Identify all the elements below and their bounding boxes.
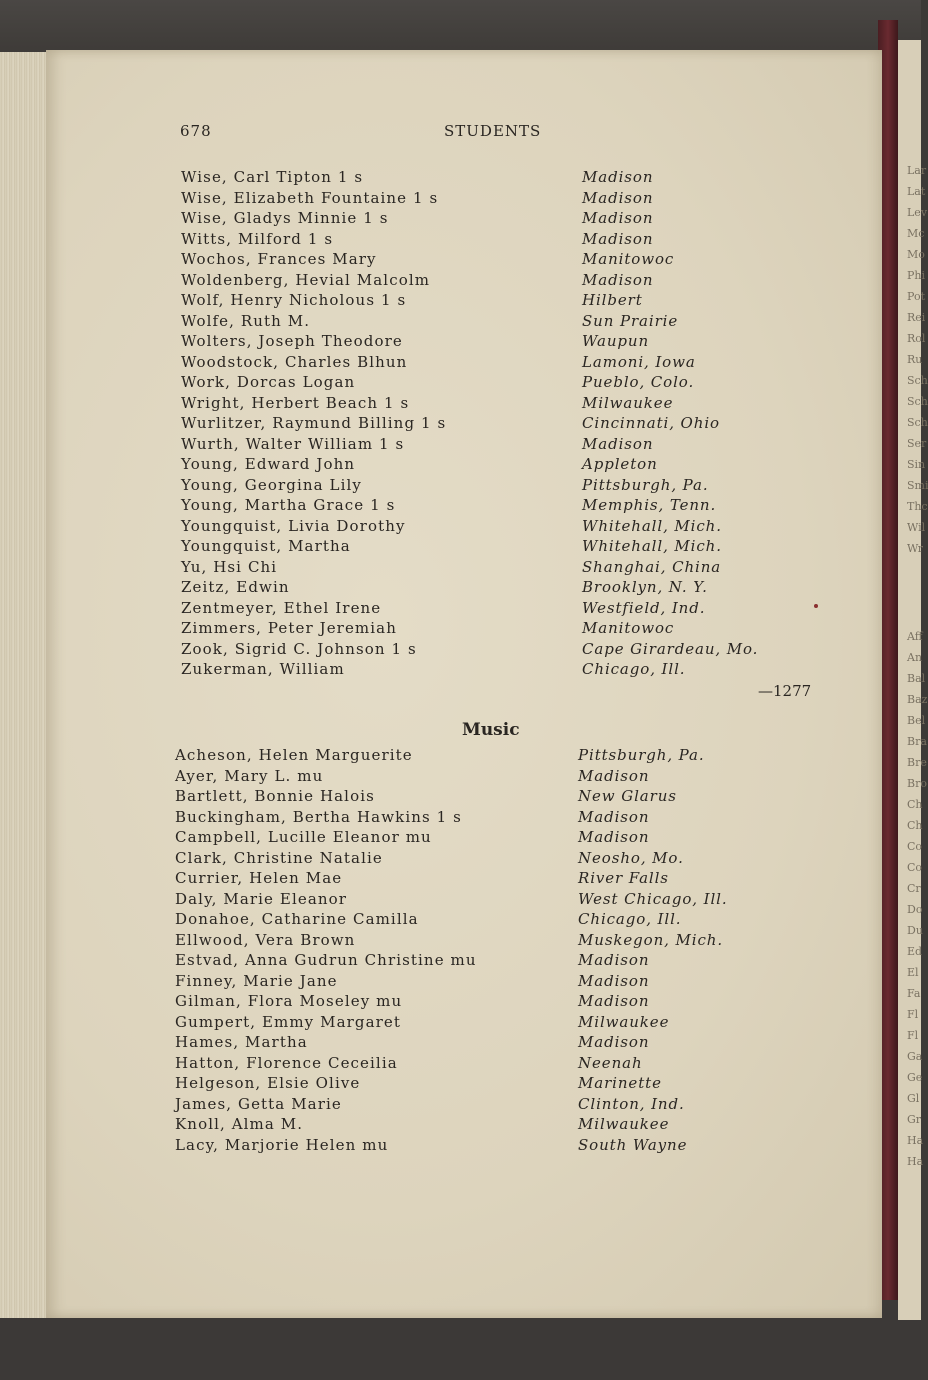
student-name: Hames, Martha (175, 1033, 308, 1051)
next-page-fragment: Baz (907, 693, 928, 706)
next-page-fragment: Bre (907, 756, 927, 769)
next-page-fragment: Fa (907, 987, 921, 1000)
next-page-fragment: Wil (907, 521, 926, 534)
next-page-fragment: Co (907, 840, 923, 853)
next-page-fragment: Ch (907, 819, 923, 832)
student-hometown: Whitehall, Mich. (582, 537, 722, 555)
next-page-fragment: Mo (907, 248, 925, 261)
next-page-fragment: Do (907, 903, 923, 916)
student-hometown: Pittsburgh, Pa. (582, 475, 709, 494)
next-page-fragment: Aff (907, 630, 923, 643)
student-name: Knoll, Alma M. (175, 1115, 304, 1133)
student-hometown: Marinette (578, 1074, 662, 1092)
student-name: Daly, Marie Eleanor (175, 889, 348, 908)
student-hometown: West Chicago, Ill. (578, 889, 728, 908)
next-page-fragment: Fl (907, 1029, 919, 1042)
next-page-fragment: Gl (907, 1092, 920, 1105)
student-name: Wurlitzer, Raymund Billing 1 s (181, 414, 447, 432)
student-hometown: New Glarus (578, 787, 677, 805)
student-hometown: Madison (578, 766, 650, 785)
student-hometown: Madison (578, 807, 650, 826)
next-page-fragment: Lar (907, 164, 927, 177)
student-name: Youngquist, Martha (181, 537, 351, 555)
student-hometown: Madison (582, 188, 654, 207)
next-page-fragment: Mc (907, 227, 925, 240)
student-hometown: Pittsburgh, Pa. (578, 746, 705, 764)
student-name: Zeitz, Edwin (181, 578, 290, 596)
student-name: Buckingham, Bertha Hawkins 1 s (175, 807, 462, 826)
student-hometown: South Wayne (578, 1135, 688, 1154)
next-page-fragment: Sch (907, 374, 928, 387)
student-name: Gilman, Flora Moseley mu (175, 992, 403, 1010)
ink-spot (814, 604, 818, 608)
next-page-fragment: Smi (907, 479, 928, 492)
next-page-fragment: Fl (907, 1008, 919, 1021)
next-page-fragment: Ga (907, 1050, 923, 1063)
student-name: Woldenberg, Hevial Malcolm (181, 270, 431, 289)
next-page-fragment: Bra (907, 735, 927, 748)
student-name: Helgeson, Elsie Olive (175, 1074, 361, 1092)
student-name: Witts, Milford 1 s (181, 229, 334, 248)
section-total: —1277 (758, 682, 812, 700)
student-hometown: Westfield, Ind. (582, 598, 706, 617)
next-page-fragment: Lat (907, 185, 926, 198)
student-hometown: Milwaukee (578, 1115, 670, 1133)
student-name: Wolfe, Ruth M. (181, 311, 311, 330)
next-page-fragment: Sch (907, 395, 928, 408)
student-name: Campbell, Lucille Eleanor mu (175, 828, 432, 846)
student-hometown: Madison (582, 434, 654, 453)
student-hometown: Lamoni, Iowa (582, 352, 696, 371)
student-name: Hatton, Florence Ceceilia (175, 1053, 398, 1072)
student-hometown: Clinton, Ind. (578, 1094, 685, 1113)
student-name: Wise, Gladys Minnie 1 s (181, 209, 389, 227)
student-hometown: Madison (578, 951, 650, 969)
student-name: Acheson, Helen Marguerite (175, 746, 413, 764)
next-page-fragment: Rei (907, 311, 926, 324)
student-name: Young, Martha Grace 1 s (181, 496, 396, 514)
student-name: Wise, Carl Tipton 1 s (181, 168, 364, 186)
student-hometown: Muskegon, Mich. (578, 930, 723, 949)
student-name: Currier, Helen Mae (175, 869, 343, 887)
next-page-fragment: Rol (907, 332, 926, 345)
student-name: Wolf, Henry Nicholous 1 s (181, 291, 407, 309)
student-name: Wolters, Joseph Theodore (181, 332, 403, 350)
next-page-fragment: Thc (907, 500, 928, 513)
student-name: Zentmeyer, Ethel Irene (181, 598, 382, 617)
student-hometown: Milwaukee (582, 393, 674, 412)
student-hometown: Milwaukee (578, 1012, 670, 1031)
next-page-fragment: Ge (907, 1071, 923, 1084)
student-hometown: Hilbert (582, 291, 643, 309)
student-name: Bartlett, Bonnie Halois (175, 787, 375, 805)
student-hometown: Neosho, Mo. (578, 848, 684, 867)
student-name: Finney, Marie Jane (175, 971, 338, 990)
next-page-fragment: Lev (907, 206, 928, 219)
next-page-fragment: Ha (907, 1134, 924, 1147)
student-name: Donahoe, Catharine Camilla (175, 910, 419, 928)
next-page-fragment: Ha (907, 1155, 924, 1168)
student-name: Wochos, Frances Mary (181, 250, 377, 268)
student-name: Estvad, Anna Gudrun Christine mu (175, 951, 477, 969)
student-name: Zimmers, Peter Jeremiah (181, 619, 397, 637)
student-hometown: Madison (578, 828, 650, 846)
student-hometown: Shanghai, China (582, 557, 722, 576)
next-page-fragment: Cr (907, 882, 921, 895)
main-places-column (582, 167, 758, 680)
student-hometown: Neenah (578, 1053, 643, 1072)
student-name: Young, Georgina Lily (181, 475, 362, 494)
student-hometown: River Falls (578, 869, 669, 887)
student-name: Young, Edward John (181, 455, 356, 473)
student-name: Zukerman, William (181, 660, 345, 678)
next-page-fragment: Bel (907, 714, 926, 727)
next-page-fragment: Gr (907, 1113, 922, 1126)
student-hometown: Cincinnati, Ohio (582, 414, 720, 432)
student-hometown: Pueblo, Colo. (582, 373, 695, 391)
student-hometown: Madison (578, 971, 650, 990)
student-hometown: Waupun (582, 332, 650, 350)
next-page-fragment: Bal (907, 672, 926, 685)
student-name: Yu, Hsi Chi (181, 557, 278, 576)
next-page-fragment: Ser (907, 437, 927, 450)
music-names-column (175, 745, 477, 1155)
student-name: Wright, Herbert Beach 1 s (181, 393, 410, 412)
student-hometown: Brooklyn, N. Y. (582, 578, 708, 596)
next-page-fragment: Sch (907, 416, 928, 429)
student-name: James, Getta Marie (175, 1094, 342, 1113)
next-page-fragment: Wr (907, 542, 924, 555)
student-name: Ellwood, Vera Brown (175, 930, 356, 949)
page-stack-edge (0, 52, 50, 1318)
student-hometown: Cape Girardeau, Mo. (582, 639, 759, 658)
music-places-column (578, 745, 728, 1155)
next-page-fragment: Ch (907, 798, 923, 811)
next-page-fragment: Ru (907, 353, 923, 366)
student-hometown: Appleton (582, 455, 658, 473)
student-hometown: Chicago, Ill. (578, 910, 682, 928)
next-page-fragment: Phi (907, 269, 926, 282)
student-hometown: Sun Prairie (582, 311, 679, 330)
next-page-fragment: Du (907, 924, 923, 937)
student-name: Work, Dorcas Logan (181, 373, 356, 391)
next-page-fragment: Pot (907, 290, 925, 303)
next-page-fragment: Co (907, 861, 923, 874)
page-number: 678 (180, 122, 212, 140)
student-hometown: Manitowoc (582, 619, 675, 637)
music-section-heading: Music (462, 720, 520, 740)
student-hometown: Madison (578, 1033, 650, 1051)
student-name: Wurth, Walter William 1 s (181, 434, 405, 453)
student-hometown: Madison (582, 229, 654, 248)
next-page-fragment: Ed (907, 945, 923, 958)
next-page-fragment: Bro (907, 777, 927, 790)
student-hometown: Madison (582, 168, 654, 186)
main-names-column (181, 167, 446, 680)
next-page-fragment: El (907, 966, 919, 979)
student-hometown: Whitehall, Mich. (582, 516, 722, 535)
next-page-fragment: Sin (907, 458, 926, 471)
student-name: Woodstock, Charles Blhun (181, 352, 408, 371)
student-hometown: Madison (578, 992, 650, 1010)
student-name: Youngquist, Livia Dorothy (181, 516, 406, 535)
student-name: Zook, Sigrid C. Johnson 1 s (181, 639, 417, 658)
student-name: Ayer, Mary L. mu (175, 766, 324, 785)
next-page-fragment: An (907, 651, 923, 664)
student-name: Wise, Elizabeth Fountaine 1 s (181, 188, 439, 207)
student-hometown: Madison (582, 209, 654, 227)
student-name: Clark, Christine Natalie (175, 848, 383, 867)
student-hometown: Chicago, Ill. (582, 660, 686, 678)
next-page-edge (898, 40, 928, 1320)
running-title: STUDENTS (444, 122, 542, 140)
student-hometown: Memphis, Tenn. (582, 496, 717, 514)
student-name: Gumpert, Emmy Margaret (175, 1012, 402, 1031)
student-hometown: Manitowoc (582, 250, 675, 268)
student-name: Lacy, Marjorie Helen mu (175, 1135, 389, 1154)
student-hometown: Madison (582, 270, 654, 289)
